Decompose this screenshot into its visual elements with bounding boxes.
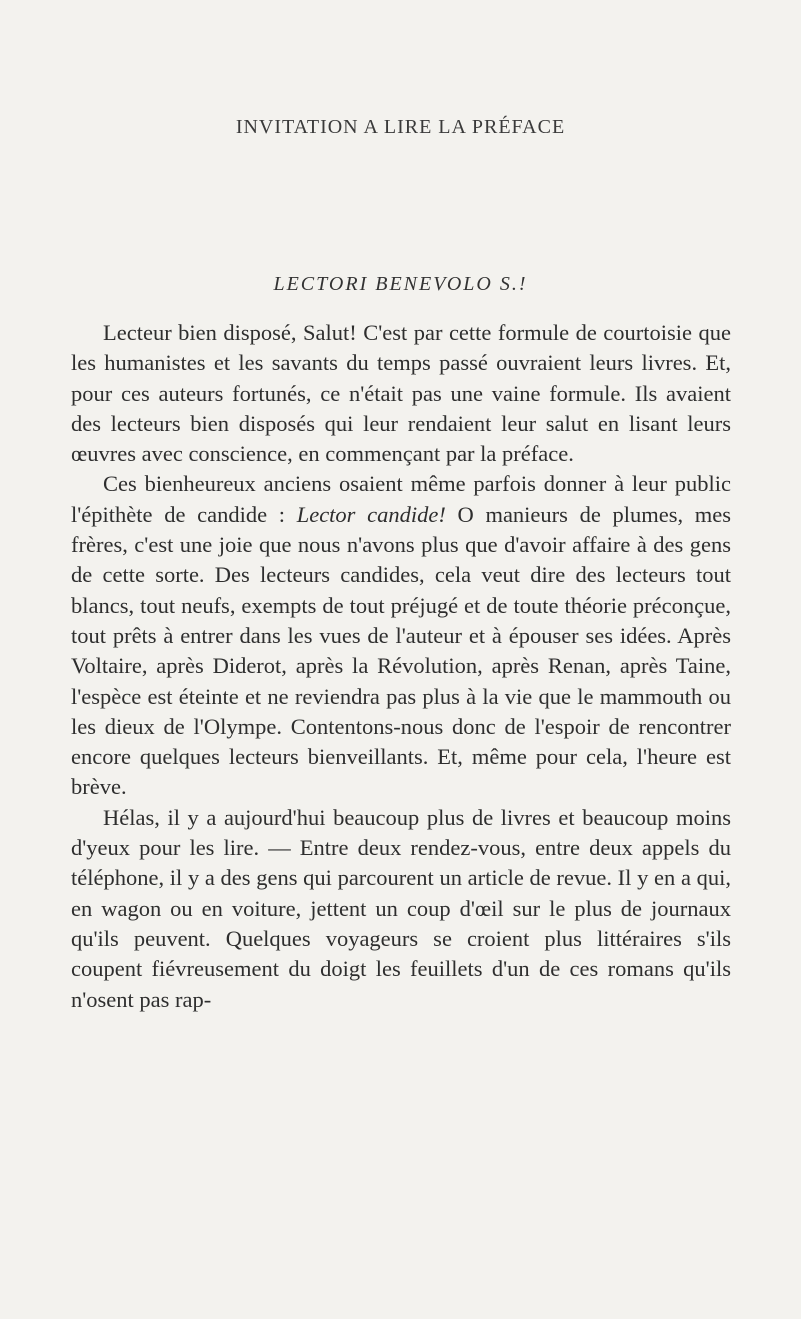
latin-phrase: Lector candide!	[296, 501, 446, 527]
paragraph	[71, 469, 731, 802]
paragraph-text: Lecteur bien disposé, Salut! C'est par cette formule de courtoisie que les humanistes et les savants du temps passé ouvraient leurs livres. Et, pour ces auteurs fortunés, ce n'était pas une vaine formule. Ils avaient des lecteurs bien disposés qui leur rendaient leur salut en lisant leurs œuvres avec conscience, en commençant par la préface.	[71, 320, 731, 467]
section-heading: LECTORI BENEVOLO S.!	[273, 273, 528, 295]
running-head: INVITATION A LIRE LA PRÉFACE	[235, 116, 566, 138]
paragraph-text: O manieurs de plumes, mes frères, c'est une joie que nous n'avons plus que d'avoir affaire à des gens de cette sorte. Des lecteurs candides, cela veut dire des lecteurs tout blancs, tout neufs, exempts de tout préjugé et de toute théorie préconçue, tout prêts à entrer dans les vues de l'auteur et à épouser ses idées. Après Voltaire, après Diderot, après la Révolution, après Renan, après Taine, l'espèce est éteinte et ne reviendra pas plus à la vie que le mammouth ou les dieux de l'Olympe. Contentons-nous donc de l'espoir de rencontrer encore quelques lecteurs bienveillants. Et, même pour cela, l'heure est brève.	[71, 501, 732, 800]
paragraph-text: Ces bienheureux anciens osaient même parfois donner à leur public l'épithète de candide :	[71, 471, 731, 527]
paragraph	[71, 318, 731, 469]
paragraph	[71, 803, 731, 1015]
body-text	[71, 318, 731, 1015]
paragraph-text: Hélas, il y a aujourd'hui beaucoup plus de livres et beaucoup moins d'yeux pour les lire. — Entre deux rendez-vous, entre deux appels du téléphone, il y a des gens qui parcourent un article de revue. Il y en a qui, en wagon ou en voiture, jettent un coup d'œil sur le plus de journaux qu'ils peuvent. Quelques voyageurs se croient plus littéraires s'ils coupent fiévreusement du doigt les feuillets d'un de ces romans qu'ils n'osent pas rap-	[71, 804, 731, 1012]
